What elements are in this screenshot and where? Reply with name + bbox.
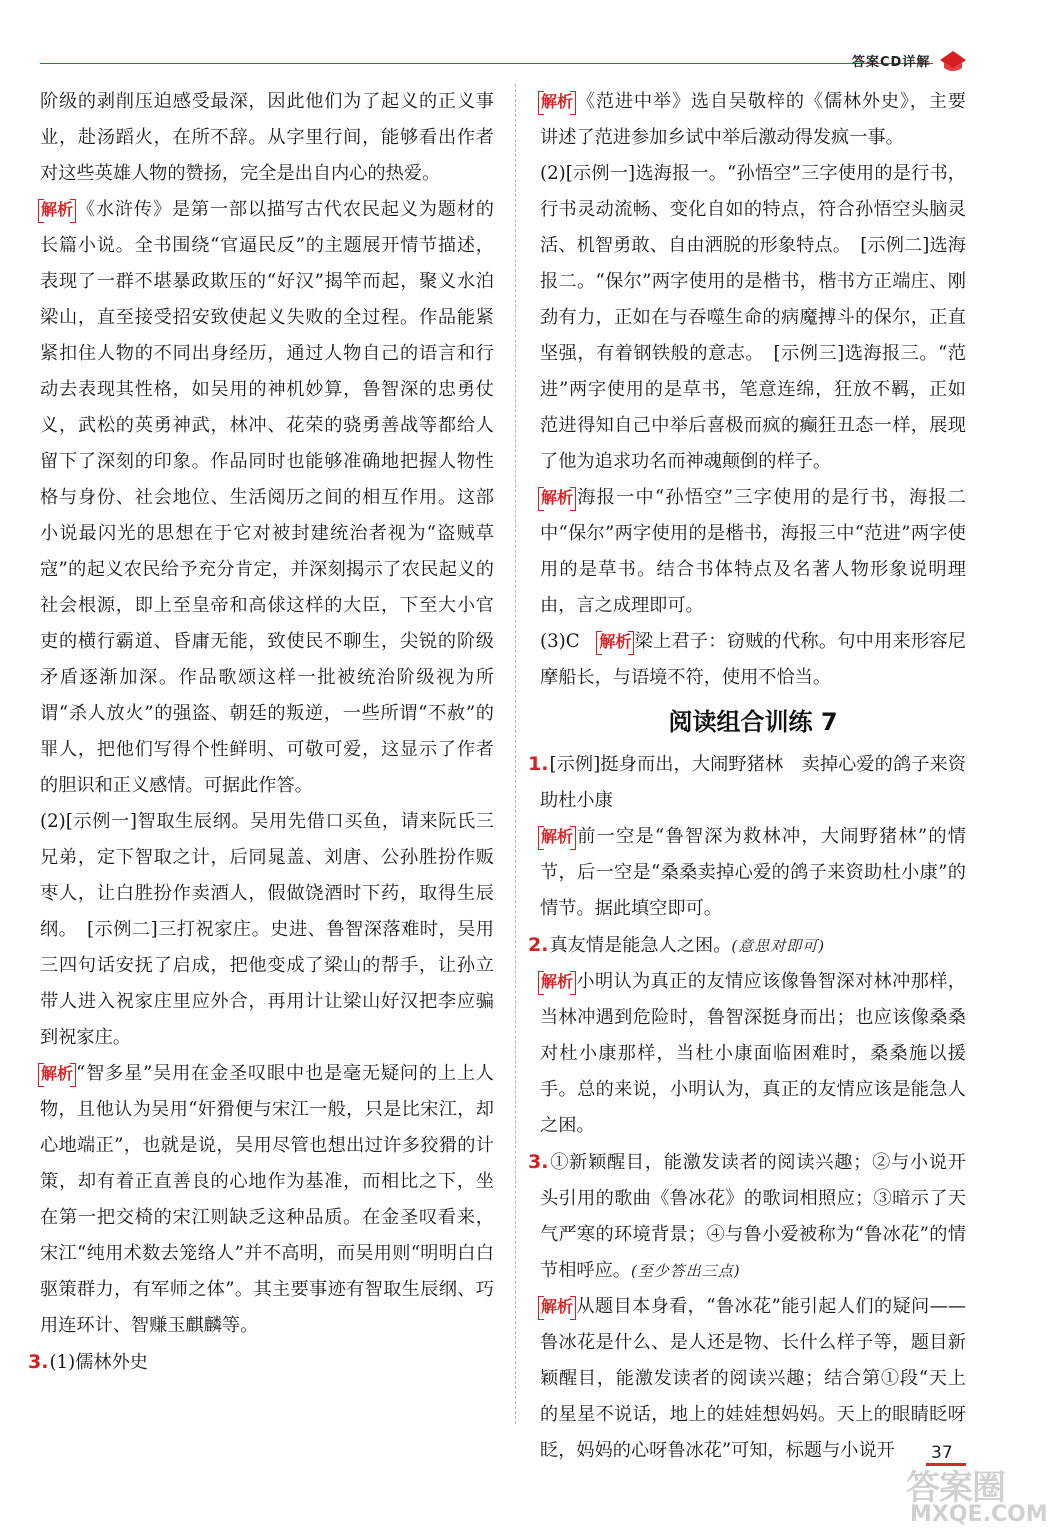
answer-note: (至少答出三点) <box>630 1262 741 1280</box>
watermark-url: MXQE.COM <box>910 1502 1048 1527</box>
analysis-tag: 解析 <box>541 827 574 846</box>
analysis-text: 梁上君子：窃贼的代称。句中用来形容尼摩船长，与语境不符，使用不恰当。 <box>540 631 966 688</box>
analysis-block <box>540 819 966 927</box>
analysis-text: 《范进中举》选自吴敬梓的《儒林外史》，主要讲述了范进参加乡试中举后激动得发疯一事。 <box>540 91 966 148</box>
analysis-text: 小明认为真正的友情应该像鲁智深对林冲那样，当林冲遇到危险时，鲁智深挺身而出；也应该像桑桑对杜小康那样，当杜小康面临困难时，桑桑施以援手。总的来说，小明认为，真正的友情应该是能急人之困。 <box>540 971 966 1136</box>
analysis-block <box>540 1289 966 1469</box>
answer-with-analysis <box>540 624 966 696</box>
analysis-tag: 解析 <box>41 1064 74 1083</box>
analysis-block <box>540 964 966 1144</box>
analysis-tag: 解析 <box>541 92 574 111</box>
question-number: 3. <box>28 1351 49 1373</box>
question-item <box>28 1344 494 1381</box>
question-item <box>528 746 966 819</box>
analysis-block <box>540 480 966 624</box>
analysis-text: 《水浒传》是第一部以描写古代农民起义为题材的长篇小说。全书围绕“官逼民反”的主题展开情节描述，表现了一群不堪暴政欺压的“好汉”揭竿而起，聚义水泊梁山，直至接受招安致使起义失败的全过程。作品能紧紧扣住人物的不同出身经历，通过人物自己的语言和行动去表现其性格，如吴用的神机妙算，鲁智深的忠勇仗义，武松的英勇神武，林冲、花荣的骁勇善战等都给人留下了深刻的印象。作品同时也能够准确地把握人物性格与身份、社会地位、生活阅历之间的相互作用。这部小说最闪光的思想在于它对被封建统治者视为“盗贼草寇”的起义农民给予充分肯定，并深刻揭示了农民起义的社会根源，即上至皇帝和高俅这样的大臣，下至大小官吏的横行霸道、昏庸无能，致使民不聊生，尖锐的阶级矛盾逐渐加深。作品歌颂这样一批被统治阶级视为所谓“杀人放火”的强盗、朝廷的叛逆，一些所谓“不赦”的罪人，把他们写得个性鲜明、可敬可爱，这显示了作者的胆识和正义感情。可据此作答。 <box>40 199 494 796</box>
analysis-tag: 解析 <box>541 488 574 507</box>
analysis-text: 从题目本身看，“鲁冰花”能引起人们的疑问——鲁冰花是什么、是人还是物、长什么样子等，题目新颖醒目，能激发读者的阅读兴趣；结合第①段“天上的星星不说话，地上的娃娃想妈妈。天上的眼睛眨呀眨，妈妈的心呀鲁冰花”可知，标题与小说开 <box>540 1296 966 1461</box>
analysis-block <box>40 192 494 804</box>
answer-choice: (3)C <box>540 631 599 652</box>
analysis-text: “智多星”吴用在金圣叹眼中也是毫无疑问的上上人物，且他认为吴用“奸猾便与宋江一般，只是比宋江，却心地端正”，也就是说，吴用尽管也想出过许多狡猾的计策，却有着正直善良的心地作为基准，而相比之下，坐在第一把交椅的宋江则缺乏这种品质。在金圣叹看来，宋江“纯用术数去笼络人”并不高明，而吴用则“明明白白驱策群力，有军师之体”。其主要事迹有智取生辰纲、巧用连环计、智赚玉麒麟等。 <box>40 1063 494 1336</box>
analysis-tag: 解析 <box>541 972 574 991</box>
column-divider <box>515 84 516 1424</box>
analysis-tag: 解析 <box>41 200 74 219</box>
question-answer: 真友情是能急人之困。 <box>549 935 732 956</box>
paragraph: 阶级的剥削压迫感受最深，因此他们为了起义的正义事业，赴汤蹈火，在所不辞。从字里行间，能够看出作者对这些英雄人物的赞扬，完全是出自内心的热爱。 <box>40 91 494 184</box>
analysis-tag: 解析 <box>599 632 632 651</box>
analysis-block <box>540 84 966 156</box>
answer-paragraph: (2)[示例一]智取生辰纲。吴用先借口买鱼，请来阮氏三兄弟，定下智取之计，后同晁盖、刘唐、公孙胜扮作贩枣人，让白胜扮作卖酒人，假做饶酒时下药，取得生辰纲。 [示例二]三打祝家庄。史进、鲁智深落难时，吴用三四句话安抚了启成，把他变成了梁山的帮手，让孙立带人进入祝家庄里应外合，再用计让梁山好汉把李应骗到祝家庄。 <box>40 811 494 1048</box>
question-number: 3. <box>528 1151 549 1173</box>
question-answer: ①新颖醒目，能激发读者的阅读兴趣；②与小说开头引用的歌曲《鲁冰花》的歌词相照应；③暗示了天气严寒的环境背景；④与鲁小爱被称为“鲁冰花”的情节相呼应。 <box>540 1152 966 1281</box>
right-column <box>528 84 966 1469</box>
header-title: 答案CD详解 <box>852 55 931 70</box>
analysis-text: 前一空是“鲁智深为救林冲，大闹野猪林”的情节，后一空是“桑桑卖掉心爱的鸽子来资助杜小康”的情节。据此填空即可。 <box>540 826 966 919</box>
answer-note: (意思对即可) <box>731 937 826 955</box>
book-logo-icon <box>938 48 968 74</box>
analysis-tag: 解析 <box>541 1297 574 1316</box>
watermark: 答案圈 <box>906 1468 1005 1508</box>
question-item <box>528 1144 966 1289</box>
question-answer: [示例]挺身而出，大闹野猪林 卖掉心爱的鸽子来资助杜小康 <box>540 754 966 811</box>
section-title: 阅读组合训练 7 <box>668 708 838 736</box>
header-rule <box>40 63 933 64</box>
analysis-block <box>40 1056 494 1344</box>
page-number: 37 <box>931 1443 953 1463</box>
analysis-text: 海报一中“孙悟空”三字使用的是行书，海报二中“保尔”两字使用的是楷书，海报三中“范进”两字使用的是草书。结合书体特点及名著人物形象说明理由，言之成理即可。 <box>540 487 966 616</box>
question-number: 1. <box>528 753 549 775</box>
question-answer: (1)儒林外史 <box>49 1352 148 1373</box>
question-item <box>528 927 966 964</box>
answer-paragraph: (2)[示例一]选海报一。“孙悟空”三字使用的是行书，行书灵动流畅、变化自如的特点，符合孙悟空头脑灵活、机智勇敢、自由洒脱的形象特点。 [示例二]选海报二。“保尔”两字使用的是楷书，楷书方正端庄、刚劲有力，正如在与吞噬生命的病魔搏斗的保尔，正直坚强，有着钢铁般的意志。 [示例三]选海报三。“范进”两字使用的是草书，笔意连绵，狂放不羁，正如范进得知自己中举后喜极而疯的癫狂丑态一样，展现了他为追求功名而神魂颠倒的样子。 <box>540 163 966 472</box>
question-number: 2. <box>528 934 549 956</box>
left-column <box>28 84 494 1381</box>
